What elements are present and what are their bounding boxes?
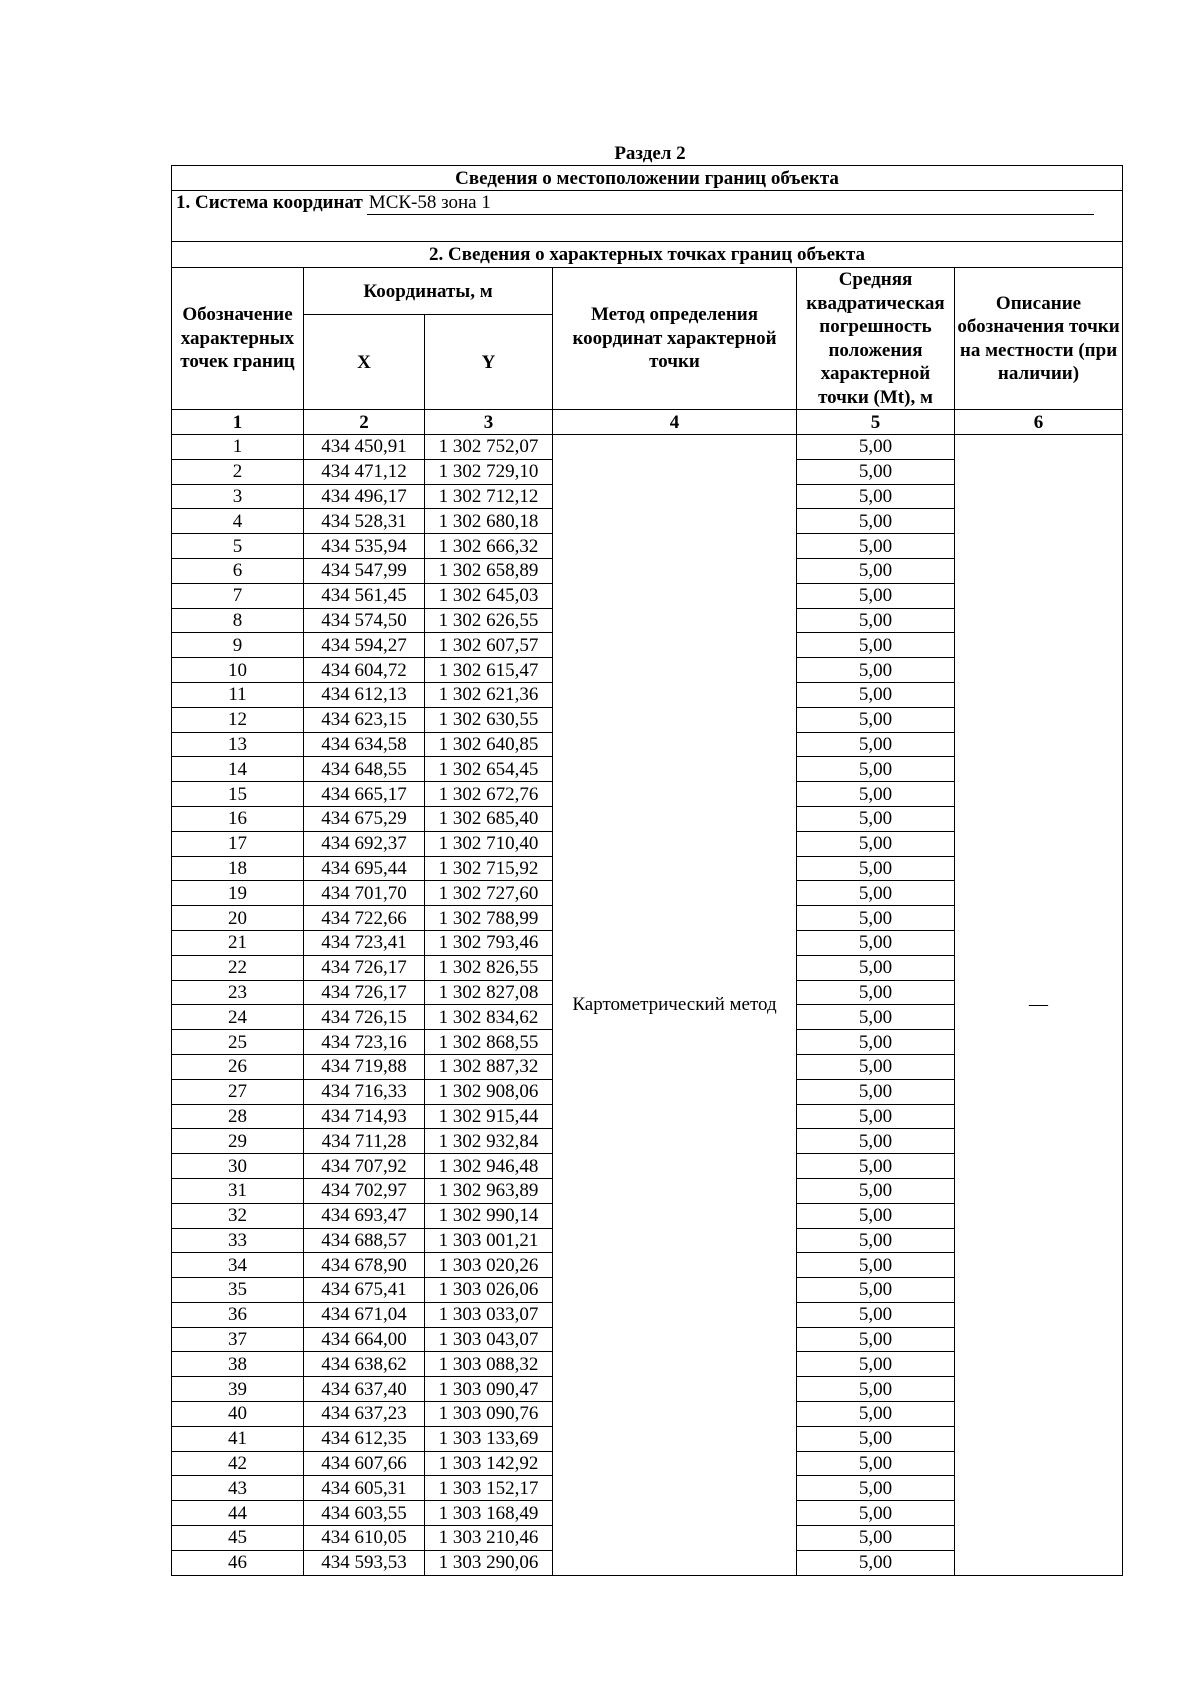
coord-x: 434 471,12: [304, 459, 425, 484]
point-number: 15: [172, 782, 304, 807]
coord-y: 1 302 710,40: [425, 831, 553, 856]
mt-value: 5,00: [797, 1005, 955, 1030]
point-number: 14: [172, 757, 304, 782]
coord-x: 434 648,55: [304, 757, 425, 782]
mt-value: 5,00: [797, 1129, 955, 1154]
header-error: Средняя квадратическая погрешность положения характерной точки (Mt), м: [797, 268, 955, 410]
method-cell: Картометрический метод: [553, 435, 797, 1576]
point-number: 9: [172, 633, 304, 658]
coord-y: 1 303 088,32: [425, 1352, 553, 1377]
mt-value: 5,00: [797, 1030, 955, 1055]
point-number: 27: [172, 1079, 304, 1104]
point-number: 22: [172, 955, 304, 980]
mt-value: 5,00: [797, 1476, 955, 1501]
coord-y: 1 302 946,48: [425, 1154, 553, 1179]
point-number: 1: [172, 435, 304, 460]
mt-value: 5,00: [797, 1327, 955, 1352]
point-number: 37: [172, 1327, 304, 1352]
point-number: 24: [172, 1005, 304, 1030]
mt-value: 5,00: [797, 1104, 955, 1129]
coord-x: 434 675,41: [304, 1278, 425, 1303]
coord-y: 1 303 142,92: [425, 1451, 553, 1476]
mt-value: 5,00: [797, 633, 955, 658]
mt-value: 5,00: [797, 831, 955, 856]
point-number: 7: [172, 583, 304, 608]
point-number: 31: [172, 1178, 304, 1203]
point-number: 13: [172, 732, 304, 757]
point-number: 23: [172, 980, 304, 1005]
mt-value: 5,00: [797, 435, 955, 460]
coord-x: 434 675,29: [304, 806, 425, 831]
column-number: 1: [172, 410, 304, 435]
coord-x: 434 723,16: [304, 1030, 425, 1055]
mt-value: 5,00: [797, 1054, 955, 1079]
mt-value: 5,00: [797, 856, 955, 881]
coord-x: 434 688,57: [304, 1228, 425, 1253]
mt-value: 5,00: [797, 1426, 955, 1451]
point-number: 30: [172, 1154, 304, 1179]
mt-value: 5,00: [797, 757, 955, 782]
mt-value: 5,00: [797, 509, 955, 534]
coord-y: 1 303 290,06: [425, 1550, 553, 1575]
mt-value: 5,00: [797, 1178, 955, 1203]
mt-value: 5,00: [797, 1253, 955, 1278]
coord-x: 434 702,97: [304, 1178, 425, 1203]
coord-x: 434 693,47: [304, 1203, 425, 1228]
coord-x: 434 723,41: [304, 930, 425, 955]
coord-y: 1 302 915,44: [425, 1104, 553, 1129]
coord-y: 1 302 788,99: [425, 906, 553, 931]
point-number: 36: [172, 1302, 304, 1327]
mt-value: 5,00: [797, 1501, 955, 1526]
coord-y: 1 302 826,55: [425, 955, 553, 980]
point-number: 45: [172, 1526, 304, 1551]
coord-x: 434 612,35: [304, 1426, 425, 1451]
mt-value: 5,00: [797, 930, 955, 955]
point-number: 29: [172, 1129, 304, 1154]
point-number: 8: [172, 608, 304, 633]
coord-y: 1 302 727,60: [425, 881, 553, 906]
coord-x: 434 726,15: [304, 1005, 425, 1030]
coord-y: 1 302 666,32: [425, 534, 553, 559]
coord-x: 434 547,99: [304, 558, 425, 583]
mt-value: 5,00: [797, 1278, 955, 1303]
coord-x: 434 535,94: [304, 534, 425, 559]
coord-y: 1 303 210,46: [425, 1526, 553, 1551]
coord-y: 1 302 630,55: [425, 707, 553, 732]
point-number: 17: [172, 831, 304, 856]
coord-x: 434 701,70: [304, 881, 425, 906]
coord-y: 1 302 834,62: [425, 1005, 553, 1030]
coord-x: 434 714,93: [304, 1104, 425, 1129]
coord-y: 1 302 752,07: [425, 435, 553, 460]
mt-value: 5,00: [797, 558, 955, 583]
mt-value: 5,00: [797, 583, 955, 608]
point-number: 19: [172, 881, 304, 906]
point-number: 32: [172, 1203, 304, 1228]
mt-value: 5,00: [797, 732, 955, 757]
coord-x: 434 711,28: [304, 1129, 425, 1154]
mt-value: 5,00: [797, 484, 955, 509]
mt-value: 5,00: [797, 1154, 955, 1179]
coord-system-row: [172, 191, 1123, 242]
mt-value: 5,00: [797, 1526, 955, 1551]
point-number: 39: [172, 1377, 304, 1402]
coord-y: 1 302 715,92: [425, 856, 553, 881]
point-number: 5: [172, 534, 304, 559]
coord-x: 434 638,62: [304, 1352, 425, 1377]
column-number: 2: [304, 410, 425, 435]
section-title: Раздел 2: [614, 143, 686, 164]
mt-value: 5,00: [797, 1302, 955, 1327]
point-number: 28: [172, 1104, 304, 1129]
point-number: 18: [172, 856, 304, 881]
coord-y: 1 302 868,55: [425, 1030, 553, 1055]
coord-y: 1 302 685,40: [425, 806, 553, 831]
coord-y: 1 302 672,76: [425, 782, 553, 807]
mt-value: 5,00: [797, 906, 955, 931]
coord-y: 1 302 887,32: [425, 1054, 553, 1079]
mt-value: 5,00: [797, 1377, 955, 1402]
coord-x: 434 607,66: [304, 1451, 425, 1476]
mt-value: 5,00: [797, 881, 955, 906]
coord-x: 434 496,17: [304, 484, 425, 509]
coord-x: 434 612,13: [304, 682, 425, 707]
coord-x: 434 561,45: [304, 583, 425, 608]
coord-x: 434 593,53: [304, 1550, 425, 1575]
column-number: 4: [553, 410, 797, 435]
mt-value: 5,00: [797, 1203, 955, 1228]
point-number: 26: [172, 1054, 304, 1079]
points-title: 2. Сведения о характерных точках границ объекта: [172, 242, 1123, 268]
mt-value: 5,00: [797, 980, 955, 1005]
point-number: 25: [172, 1030, 304, 1055]
coord-x: 434 603,55: [304, 1501, 425, 1526]
mt-value: 5,00: [797, 707, 955, 732]
coord-x: 434 637,40: [304, 1377, 425, 1402]
coord-y: 1 302 908,06: [425, 1079, 553, 1104]
header-method: Метод определения координат характерной точки: [553, 268, 797, 410]
point-number: 3: [172, 484, 304, 509]
mt-value: 5,00: [797, 1228, 955, 1253]
coord-x: 434 726,17: [304, 980, 425, 1005]
mt-value: 5,00: [797, 682, 955, 707]
coord-x: 434 692,37: [304, 831, 425, 856]
coord-y: 1 302 654,45: [425, 757, 553, 782]
coord-y: 1 302 680,18: [425, 509, 553, 534]
coord-y: 1 302 827,08: [425, 980, 553, 1005]
description-cell: —: [955, 435, 1123, 1576]
column-number: 6: [955, 410, 1123, 435]
coord-x: 434 716,33: [304, 1079, 425, 1104]
mt-value: 5,00: [797, 459, 955, 484]
coord-x: 434 605,31: [304, 1476, 425, 1501]
boundary-points-table: [171, 165, 1123, 1576]
coord-x: 434 574,50: [304, 608, 425, 633]
coord-y: 1 302 626,55: [425, 608, 553, 633]
coord-x: 434 610,05: [304, 1526, 425, 1551]
mt-value: 5,00: [797, 782, 955, 807]
coord-x: 434 695,44: [304, 856, 425, 881]
coord-system-label: 1. Система координат: [176, 192, 363, 213]
coord-x: 434 664,00: [304, 1327, 425, 1352]
mt-value: 5,00: [797, 806, 955, 831]
coord-y: 1 303 090,47: [425, 1377, 553, 1402]
header-y: Y: [425, 315, 553, 410]
coord-x: 434 594,27: [304, 633, 425, 658]
coord-y: 1 303 133,69: [425, 1426, 553, 1451]
coord-y: 1 302 990,14: [425, 1203, 553, 1228]
point-number: 33: [172, 1228, 304, 1253]
point-number: 2: [172, 459, 304, 484]
coord-y: 1 303 020,26: [425, 1253, 553, 1278]
coord-y: 1 302 645,03: [425, 583, 553, 608]
point-number: 41: [172, 1426, 304, 1451]
coord-y: 1 302 621,36: [425, 682, 553, 707]
coord-x: 434 707,92: [304, 1154, 425, 1179]
coord-y: 1 303 090,76: [425, 1402, 553, 1427]
mt-value: 5,00: [797, 1079, 955, 1104]
mt-value: 5,00: [797, 1550, 955, 1575]
point-number: 16: [172, 806, 304, 831]
table-row: [172, 435, 1123, 460]
mt-value: 5,00: [797, 1352, 955, 1377]
coord-y: 1 303 001,21: [425, 1228, 553, 1253]
coord-y: 1 302 615,47: [425, 658, 553, 683]
coord-x: 434 634,58: [304, 732, 425, 757]
point-number: 34: [172, 1253, 304, 1278]
point-number: 4: [172, 509, 304, 534]
coord-y: 1 303 152,17: [425, 1476, 553, 1501]
coord-x: 434 450,91: [304, 435, 425, 460]
header-x: X: [304, 315, 425, 410]
coord-y: 1 302 793,46: [425, 930, 553, 955]
coord-y: 1 303 043,07: [425, 1327, 553, 1352]
point-number: 12: [172, 707, 304, 732]
point-number: 10: [172, 658, 304, 683]
mt-value: 5,00: [797, 608, 955, 633]
coord-system-value: МСК-58 зона 1: [367, 191, 1094, 215]
coord-y: 1 302 932,84: [425, 1129, 553, 1154]
point-number: 42: [172, 1451, 304, 1476]
coord-x: 434 719,88: [304, 1054, 425, 1079]
coord-y: 1 303 026,06: [425, 1278, 553, 1303]
mt-value: 5,00: [797, 658, 955, 683]
point-number: 46: [172, 1550, 304, 1575]
coord-x: 434 604,72: [304, 658, 425, 683]
header-coordinates: Координаты, м: [304, 268, 553, 315]
mt-value: 5,00: [797, 1451, 955, 1476]
point-number: 20: [172, 906, 304, 931]
coord-x: 434 637,23: [304, 1402, 425, 1427]
coord-x: 434 722,66: [304, 906, 425, 931]
point-number: 11: [172, 682, 304, 707]
mt-value: 5,00: [797, 1402, 955, 1427]
mt-value: 5,00: [797, 534, 955, 559]
coord-y: 1 302 658,89: [425, 558, 553, 583]
column-number: 5: [797, 410, 955, 435]
coord-y: 1 302 963,89: [425, 1178, 553, 1203]
coord-y: 1 302 640,85: [425, 732, 553, 757]
point-number: 35: [172, 1278, 304, 1303]
coord-x: 434 678,90: [304, 1253, 425, 1278]
coord-x: 434 671,04: [304, 1302, 425, 1327]
coord-y: 1 302 712,12: [425, 484, 553, 509]
coord-x: 434 623,15: [304, 707, 425, 732]
point-number: 6: [172, 558, 304, 583]
coord-y: 1 302 729,10: [425, 459, 553, 484]
point-number: 43: [172, 1476, 304, 1501]
column-number: 3: [425, 410, 553, 435]
point-number: 21: [172, 930, 304, 955]
coord-y: 1 302 607,57: [425, 633, 553, 658]
header-designation: Обозначение характерных точек границ: [172, 268, 304, 410]
point-number: 38: [172, 1352, 304, 1377]
table-title: Сведения о местоположении границ объекта: [172, 166, 1123, 191]
mt-value: 5,00: [797, 955, 955, 980]
point-number: 40: [172, 1402, 304, 1427]
header-description: Описание обозначения точки на местности (при наличии): [955, 268, 1123, 410]
coord-x: 434 665,17: [304, 782, 425, 807]
coord-x: 434 528,31: [304, 509, 425, 534]
coord-x: 434 726,17: [304, 955, 425, 980]
coord-y: 1 303 168,49: [425, 1501, 553, 1526]
point-number: 44: [172, 1501, 304, 1526]
coord-y: 1 303 033,07: [425, 1302, 553, 1327]
